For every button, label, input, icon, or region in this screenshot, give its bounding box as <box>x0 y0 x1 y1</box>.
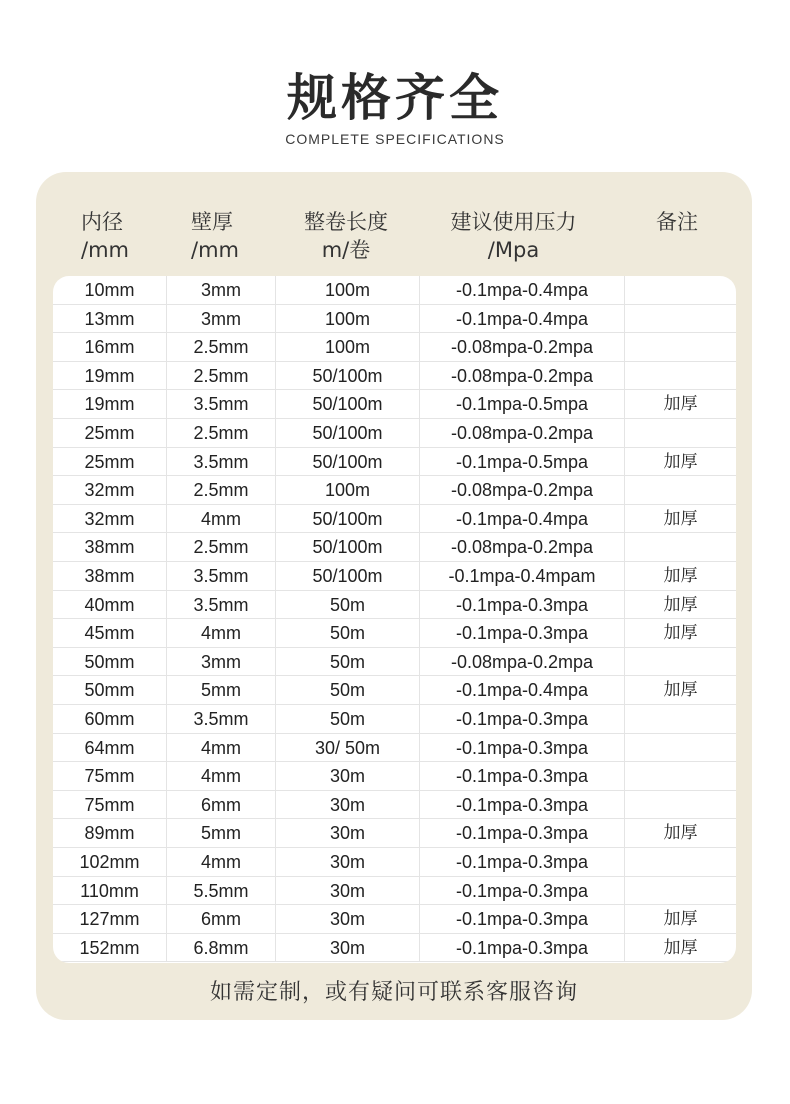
cell-remark <box>624 762 736 791</box>
cell-remark <box>624 648 736 677</box>
cell-remark <box>624 705 736 734</box>
cell-roll-length: 50m <box>275 619 419 648</box>
cell-wall-thickness: 6.8mm <box>166 934 275 963</box>
table-row <box>53 734 736 763</box>
header-label: 内径 <box>81 210 123 234</box>
cell-remark <box>624 791 736 820</box>
cell-wall-thickness: 4mm <box>166 505 275 534</box>
cell-wall-thickness: 4mm <box>166 762 275 791</box>
spec-panel <box>36 172 752 1020</box>
page-title: 规格齐全 <box>287 69 503 127</box>
cell-wall-thickness: 3.5mm <box>166 591 275 620</box>
cell-pressure: -0.08mpa-0.2mpa <box>419 362 624 391</box>
cell-remark <box>624 276 736 305</box>
cell-roll-length: 50/100m <box>275 562 419 591</box>
header-label: 壁厚 <box>191 210 233 234</box>
footer-note: 如需定制，或有疑问可联系客服咨询 <box>209 980 578 1005</box>
table-row <box>53 362 736 391</box>
table-row <box>53 533 736 562</box>
cell-wall-thickness: 4mm <box>166 734 275 763</box>
cell-inner-diameter: 19mm <box>84 394 135 415</box>
cell-roll-length: 50m <box>275 676 419 705</box>
cell-inner-diameter: 32mm <box>84 480 135 501</box>
cell-remark <box>624 362 736 391</box>
cell-remark: 加厚 <box>624 562 736 591</box>
cell-wall-thickness: 2.5mm <box>166 362 275 391</box>
cell-wall-thickness: 6mm <box>166 905 275 934</box>
header-label: 建议使用压力 <box>450 210 577 234</box>
cell-inner-diameter: 13mm <box>84 308 135 329</box>
cell-wall-thickness: 2.5mm <box>166 419 275 448</box>
table-row <box>53 448 736 477</box>
header-unit: /mm <box>191 238 239 262</box>
table-row <box>53 848 736 877</box>
cell-roll-length: 30m <box>275 905 419 934</box>
cell-pressure: -0.1mpa-0.4mpam <box>419 562 624 591</box>
cell-wall-thickness: 3.5mm <box>166 448 275 477</box>
header-unit: /mm <box>81 238 129 262</box>
cell-remark: 加厚 <box>624 619 736 648</box>
cell-inner-diameter: 75mm <box>84 794 135 815</box>
cell-roll-length: 30m <box>275 819 419 848</box>
cell-remark <box>624 848 736 877</box>
cell-remark: 加厚 <box>624 905 736 934</box>
cell-inner-diameter: 50mm <box>84 680 135 701</box>
cell-inner-diameter: 50mm <box>84 651 135 672</box>
table-row <box>53 819 736 848</box>
cell-pressure: -0.1mpa-0.3mpa <box>419 705 624 734</box>
cell-roll-length: 50/100m <box>275 362 419 391</box>
cell-pressure: -0.1mpa-0.3mpa <box>419 848 624 877</box>
cell-inner-diameter: 152mm <box>79 937 140 958</box>
header-label: 备注 <box>656 210 698 234</box>
cell-pressure: -0.08mpa-0.2mpa <box>419 648 624 677</box>
table-row <box>53 419 736 448</box>
cell-roll-length: 100m <box>275 276 419 305</box>
cell-remark <box>624 877 736 906</box>
cell-inner-diameter: 89mm <box>84 823 135 844</box>
table-row <box>53 562 736 591</box>
cell-roll-length: 100m <box>275 333 419 362</box>
cell-roll-length: 100m <box>275 305 419 334</box>
cell-remark <box>624 419 736 448</box>
cell-remark <box>624 734 736 763</box>
cell-wall-thickness: 2.5mm <box>166 533 275 562</box>
cell-wall-thickness: 6mm <box>166 791 275 820</box>
cell-pressure: -0.1mpa-0.4mpa <box>419 276 624 305</box>
cell-roll-length: 50m <box>275 648 419 677</box>
cell-inner-diameter: 16mm <box>84 337 135 358</box>
cell-roll-length: 50/100m <box>275 533 419 562</box>
cell-roll-length: 30m <box>275 934 419 963</box>
table-row <box>53 762 736 791</box>
cell-inner-diameter: 127mm <box>79 909 140 930</box>
cell-inner-diameter: 75mm <box>84 766 135 787</box>
table-row <box>53 934 736 963</box>
cell-remark: 加厚 <box>624 505 736 534</box>
spec-table <box>53 276 736 963</box>
cell-remark: 加厚 <box>624 934 736 963</box>
table-row <box>53 619 736 648</box>
cell-roll-length: 30m <box>275 877 419 906</box>
cell-inner-diameter: 40mm <box>84 594 135 615</box>
cell-inner-diameter: 45mm <box>84 623 135 644</box>
cell-pressure: -0.08mpa-0.2mpa <box>419 533 624 562</box>
cell-remark: 加厚 <box>624 676 736 705</box>
cell-pressure: -0.08mpa-0.2mpa <box>419 419 624 448</box>
cell-pressure: -0.1mpa-0.3mpa <box>419 619 624 648</box>
cell-wall-thickness: 4mm <box>166 848 275 877</box>
cell-inner-diameter: 64mm <box>84 737 135 758</box>
cell-roll-length: 50/100m <box>275 390 419 419</box>
cell-roll-length: 50m <box>275 591 419 620</box>
cell-wall-thickness: 2.5mm <box>166 333 275 362</box>
cell-wall-thickness: 3mm <box>166 305 275 334</box>
cell-roll-length: 30m <box>275 791 419 820</box>
cell-pressure: -0.1mpa-0.3mpa <box>419 819 624 848</box>
cell-roll-length: 30m <box>275 848 419 877</box>
cell-remark <box>624 476 736 505</box>
cell-pressure: -0.08mpa-0.2mpa <box>419 476 624 505</box>
cell-wall-thickness: 5mm <box>166 676 275 705</box>
cell-roll-length: 50/100m <box>275 448 419 477</box>
cell-wall-thickness: 2.5mm <box>166 476 275 505</box>
cell-pressure: -0.1mpa-0.3mpa <box>419 934 624 963</box>
header-inner-diameter <box>81 208 129 264</box>
header-unit: m/卷 <box>321 238 371 262</box>
cell-inner-diameter: 10mm <box>84 280 135 300</box>
table-row <box>53 591 736 620</box>
table-row <box>53 905 736 934</box>
cell-pressure: -0.1mpa-0.3mpa <box>419 762 624 791</box>
cell-inner-diameter: 25mm <box>84 451 135 472</box>
cell-roll-length: 50m <box>275 705 419 734</box>
table-row <box>53 333 736 362</box>
table-row <box>53 276 736 305</box>
cell-pressure: -0.1mpa-0.5mpa <box>419 390 624 419</box>
page-subtitle: COMPLETE SPECIFICATIONS <box>285 131 505 147</box>
cell-pressure: -0.1mpa-0.5mpa <box>419 448 624 477</box>
cell-inner-diameter: 38mm <box>84 537 135 558</box>
cell-pressure: -0.1mpa-0.3mpa <box>419 591 624 620</box>
table-row <box>53 791 736 820</box>
cell-wall-thickness: 5mm <box>166 819 275 848</box>
cell-roll-length: 50/100m <box>275 419 419 448</box>
cell-wall-thickness: 3mm <box>166 648 275 677</box>
table-header <box>36 172 752 276</box>
cell-inner-diameter: 25mm <box>84 423 135 443</box>
header-roll-length <box>286 208 406 264</box>
cell-roll-length: 50/100m <box>275 505 419 534</box>
table-row <box>53 676 736 705</box>
cell-pressure: -0.1mpa-0.4mpa <box>419 505 624 534</box>
cell-inner-diameter: 102mm <box>79 852 140 872</box>
cell-wall-thickness: 3mm <box>166 276 275 305</box>
cell-inner-diameter: 38mm <box>84 566 135 586</box>
cell-inner-diameter: 60mm <box>84 709 135 729</box>
table-row <box>53 476 736 505</box>
cell-remark: 加厚 <box>624 591 736 620</box>
header-wall-thickness <box>191 208 239 264</box>
cell-remark: 加厚 <box>624 390 736 419</box>
cell-pressure: -0.1mpa-0.3mpa <box>419 905 624 934</box>
cell-remark <box>624 333 736 362</box>
cell-wall-thickness: 5.5mm <box>166 877 275 906</box>
cell-roll-length: 30m <box>275 762 419 791</box>
table-row <box>53 648 736 677</box>
table-row <box>53 390 736 419</box>
cell-roll-length: 30/ 50m <box>275 734 419 763</box>
cell-wall-thickness: 4mm <box>166 619 275 648</box>
header-pressure <box>431 208 596 264</box>
cell-inner-diameter: 19mm <box>84 365 135 386</box>
cell-remark: 加厚 <box>624 819 736 848</box>
cell-wall-thickness: 3.5mm <box>166 705 275 734</box>
cell-remark: 加厚 <box>624 448 736 477</box>
header-label: 整卷长度 <box>304 210 388 234</box>
cell-remark <box>624 305 736 334</box>
cell-remark <box>624 533 736 562</box>
cell-wall-thickness: 3.5mm <box>166 562 275 591</box>
header-remarks <box>656 208 698 236</box>
table-row <box>53 305 736 334</box>
cell-pressure: -0.1mpa-0.3mpa <box>419 791 624 820</box>
cell-wall-thickness: 3.5mm <box>166 390 275 419</box>
cell-pressure: -0.08mpa-0.2mpa <box>419 333 624 362</box>
cell-pressure: -0.1mpa-0.4mpa <box>419 305 624 334</box>
cell-pressure: -0.1mpa-0.3mpa <box>419 877 624 906</box>
cell-roll-length: 100m <box>275 476 419 505</box>
cell-inner-diameter: 110mm <box>80 880 139 901</box>
table-row <box>53 705 736 734</box>
cell-pressure: -0.1mpa-0.4mpa <box>419 676 624 705</box>
cell-inner-diameter: 32mm <box>84 508 135 529</box>
table-row <box>53 877 736 906</box>
cell-pressure: -0.1mpa-0.3mpa <box>419 734 624 763</box>
table-row <box>53 505 736 534</box>
header-unit: /Mpa <box>487 238 540 262</box>
